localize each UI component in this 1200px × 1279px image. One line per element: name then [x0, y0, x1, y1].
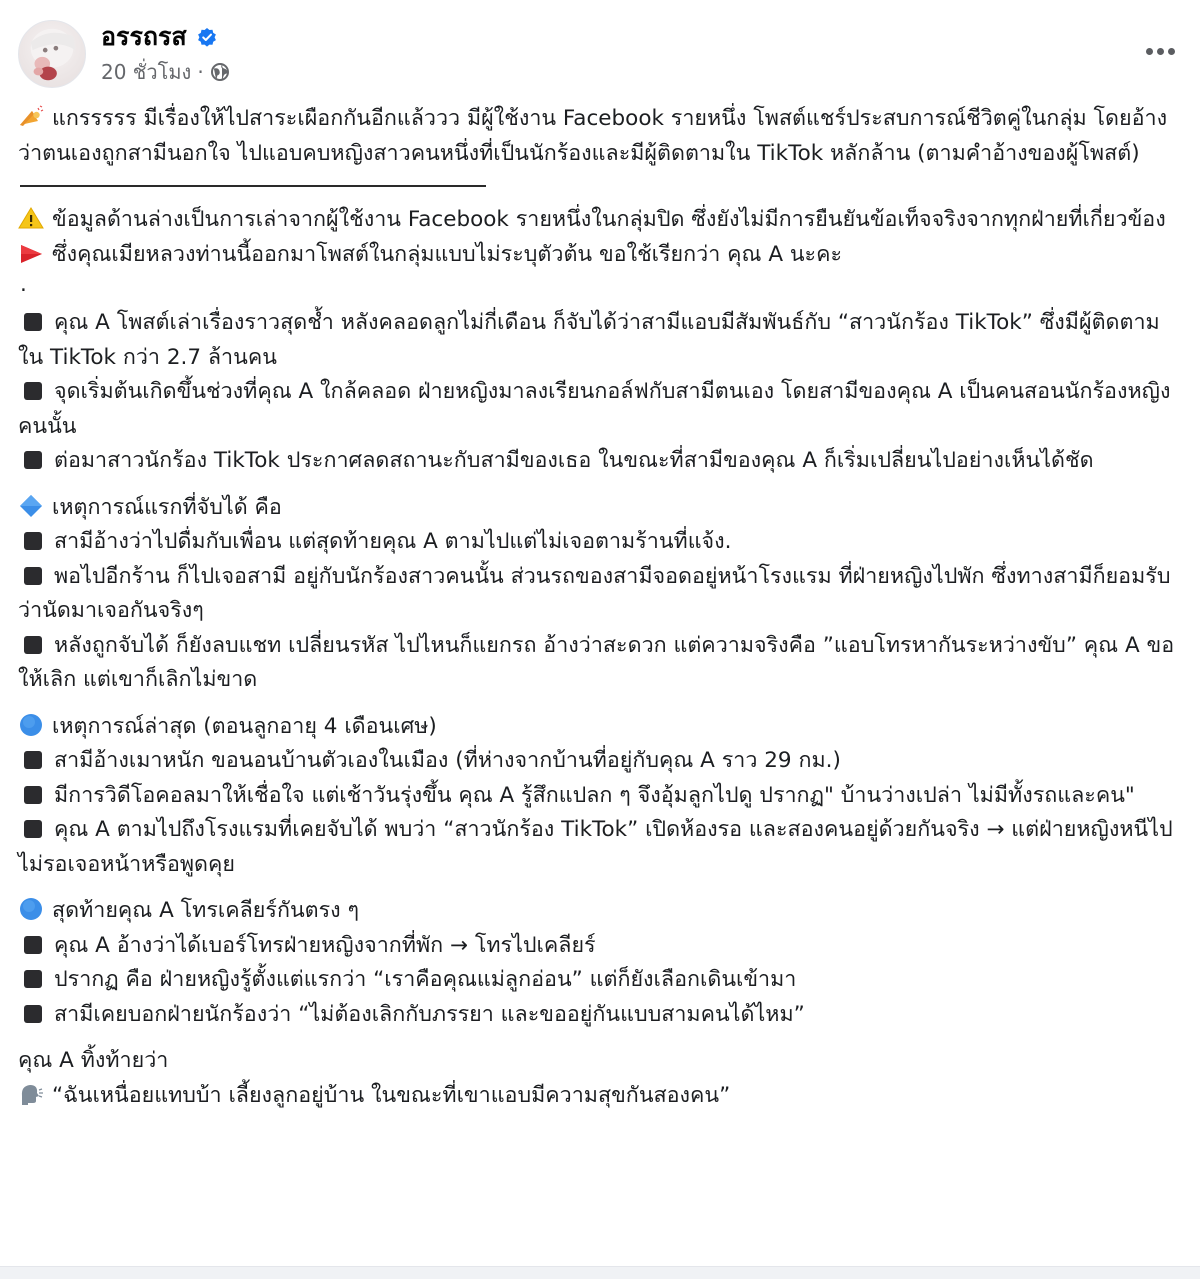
black-square-icon [24, 532, 42, 550]
dot-spacer: . [20, 272, 27, 297]
post-header [18, 18, 1182, 90]
post-body [18, 102, 1178, 1113]
closing-quote-text: “ฉันเหนื่อยแทบบ้า เลี้ยงลูกอยู่บ้าน ในขณะที่เขาแอบมีความสุขกันสองคน” [52, 1082, 731, 1108]
section-heading [18, 710, 1178, 745]
author-avatar[interactable] [18, 20, 86, 88]
bullet-item [18, 375, 1178, 444]
bullet-text: สามีอ้างว่าไปดื่มกับเพื่อน แต่สุดท้ายคุณ A ตามไปแต่ไม่เจอตามร้านที่แจ้ง. [54, 529, 732, 554]
avatar-image [19, 21, 85, 87]
bullet-item [18, 525, 1178, 560]
section-heading-text: เหตุการณ์แรกที่จับได้ คือ [52, 494, 282, 520]
bullet-item [18, 813, 1178, 882]
author-name[interactable]: อรรถรส [101, 22, 187, 51]
black-square-icon [24, 1005, 42, 1023]
black-square-icon [24, 567, 42, 585]
feed-divider [0, 1266, 1200, 1279]
flag-note-text: ซึ่งคุณเมียหลวงท่านนี้ออกมาโพสต์ในกลุ่มแบบไม่ระบุตัวต้น ขอใช้เรียกว่า คุณ A นะคะ [52, 241, 843, 267]
bullet-item [18, 779, 1178, 814]
bullet-item [18, 998, 1178, 1033]
more-options-button[interactable] [1138, 36, 1182, 66]
flag-note-paragraph [18, 238, 1178, 273]
intro-text: แกรรรรร มีเรื่องให้ไปสาระเผือกกันอีกแล้ววว มีผู้ใช้งาน Facebook รายหนึ่ง โพสต์แชร์ประสบการณ์ชีวิตคู่ในกลุ่ม โดยอ้างว่าตนเองถูกสามีนอกใจ ไปแอบคบหญิงสาวคนหนึ่งที่เป็นนักร้องและมีผู้ติดตามใน TikTok หลักล้าน (ตามคำอ้างของผู้โพสต์) [18, 106, 1168, 166]
background-bullets [18, 306, 1178, 479]
author-row [101, 20, 217, 54]
blue-circle-icon [18, 897, 44, 921]
section-heading-text: สุดท้ายคุณ A โทรเคลียร์กันตรง ๆ [52, 898, 360, 923]
warning-text: ข้อมูลด้านล่างเป็นการเล่าจากผู้ใช้งาน Facebook รายหนึ่งในกลุ่มปิด ซึ่งยังไม่มีการยืนยันข้อเท็จจริงจากทุกฝ่ายที่เกี่ยวข้อง [52, 207, 1166, 232]
bullet-item [18, 629, 1178, 698]
section-phone-call [18, 894, 1178, 1032]
speaking-head-icon [18, 1082, 44, 1106]
separator-line [20, 185, 486, 187]
black-square-icon [24, 313, 42, 331]
bullet-item [18, 306, 1178, 375]
bullet-text: หลังถูกจับได้ ก็ยังลบแชท เปลี่ยนรหัส ไปไหนก็แยกรถ อ้างว่าสะดวก แต่ความจริงคือ ”แอบโทรหากันระหว่างขับ” คุณ A ขอให้เลิก แต่เขาก็เลิกไม่ขาด [18, 632, 1175, 692]
warning-icon [18, 206, 44, 230]
bullet-item [18, 560, 1178, 629]
black-square-icon [24, 970, 42, 988]
bullet-text: ปรากฏ คือ ฝ่ายหญิงรู้ตั้งแต่แรกว่า “เราคือคุณแม่ลูกอ่อน” แต่ก็ยังเลือกเดินเข้ามา [54, 967, 797, 992]
post-meta [101, 58, 230, 86]
globe-icon[interactable] [210, 62, 230, 82]
bullet-text: มีการวิดีโอคอลมาให้เชื่อใจ แต่เช้าวันรุ่งขึ้น คุณ A รู้สึกแปลก ๆ จึงอุ้มลูกไปดู ปรากฏ" บ้านว่างเปล่า ไม่มีทั้งรถและคน" [54, 782, 1135, 808]
bullet-text: คุณ A โพสต์เล่าเรื่องราวสุดช้ำ หลังคลอดลูกไม่กี่เดือน ก็จับได้ว่าสามีแอบมีสัมพันธ์กับ “สาวนักร้อง TikTok” ซึ่งมีผู้ติดตามใน TikTok กว่า 2.7 ล้านคน [18, 310, 1160, 370]
bullet-item [18, 963, 1178, 998]
triangle-pointer-icon [18, 241, 44, 265]
bullet-text: สามีเคยบอกฝ่ายนักร้องว่า “ไม่ต้องเลิกกับภรรยา และขออยู่กันแบบสามคนได้ไหม” [54, 1001, 805, 1027]
black-square-icon [24, 451, 42, 469]
post-timestamp[interactable]: 20 ชั่วโมง [101, 60, 192, 84]
more-dot-icon [1146, 48, 1153, 55]
black-square-icon [24, 751, 42, 769]
bullet-text: พอไปอีกร้าน ก็ไปเจอสามี อยู่กับนักร้องสาวคนนั้น ส่วนรถของสามีจอดอยู่หน้าโรงแรม ที่ฝ่ายหญิงไปพัก ซึ่งทางสามีก็ยอมรับว่านัดมาเจอกันจริงๆ [18, 563, 1171, 623]
section-heading-text: เหตุการณ์ล่าสุด (ตอนลูกอายุ 4 เดือนเศษ) [52, 713, 437, 739]
intro-paragraph [18, 102, 1178, 171]
closing-quote-line [18, 1079, 1178, 1114]
section-first-incident [18, 491, 1178, 698]
closing-section [18, 1044, 1178, 1113]
section-latest-incident [18, 710, 1178, 883]
bullet-text: ต่อมาสาวนักร้อง TikTok ประกาศลดสถานะกับสามีของเธอ ในขณะที่สามีของคุณ A ก็เริ่มเปลี่ยนไปอย่างเห็นได้ชัด [54, 448, 1094, 473]
blue-diamond-icon [18, 494, 44, 518]
black-square-icon [24, 786, 42, 804]
black-square-icon [24, 636, 42, 654]
megaphone-icon [18, 105, 44, 129]
section-heading [18, 894, 1178, 929]
black-square-icon [24, 820, 42, 838]
bullet-item [18, 744, 1178, 779]
warning-paragraph [18, 203, 1178, 238]
bullet-text: คุณ A อ้างว่าได้เบอร์โทรฝ่ายหญิงจากที่พัก → โทรไปเคลียร์ [54, 932, 596, 958]
bullet-text: จุดเริ่มต้นเกิดขึ้นช่วงที่คุณ A ใกล้คลอด ฝ่ายหญิงมาลงเรียนกอล์ฟกับสามีตนเอง โดยสามีของคุณ A เป็นคนสอนนักร้องหญิงคนนั้น [18, 379, 1171, 439]
bullet-item [18, 444, 1178, 479]
bullet-text: คุณ A ตามไปถึงโรงแรมที่เคยจับได้ พบว่า “สาวนักร้อง TikTok” เปิดห้องรอ และสองคนอยู่ด้วยกันจริง → แต่ฝ่ายหญิงหนีไป ไม่รอเจอหน้าหรือพูดคุย [18, 817, 1173, 877]
verified-badge-icon [197, 27, 217, 47]
closing-lead: คุณ A ทิ้งท้ายว่า [18, 1048, 169, 1073]
black-square-icon [24, 382, 42, 400]
section-heading [18, 491, 1178, 526]
bullet-text: สามีอ้างเมาหนัก ขอนอนบ้านตัวเองในเมือง (ที่ห่างจากบ้านที่อยู่กับคุณ A ราว 29 กม.) [54, 748, 841, 773]
more-dot-icon [1168, 48, 1175, 55]
blue-circle-icon [18, 713, 44, 737]
meta-separator: · [197, 60, 204, 84]
black-square-icon [24, 936, 42, 954]
bullet-item [18, 929, 1178, 964]
more-dot-icon [1157, 48, 1164, 55]
